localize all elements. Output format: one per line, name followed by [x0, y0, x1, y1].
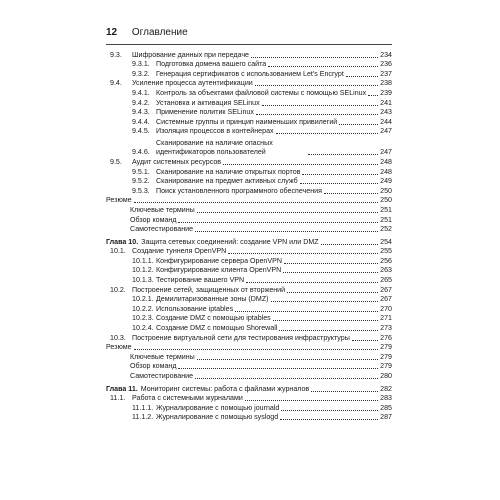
toc-page-number: 251 — [380, 215, 392, 224]
toc-entry-number: 9.4.1. — [132, 88, 150, 97]
dot-leader — [311, 390, 378, 392]
toc-page-number: 270 — [380, 304, 392, 313]
dot-leader — [178, 367, 378, 369]
toc-entry-title: Обзор команд — [130, 215, 177, 224]
toc-page-number: 283 — [380, 394, 392, 403]
dot-leader — [195, 230, 378, 232]
toc-page-number: 256 — [380, 256, 392, 265]
toc-entry-title: Шифрование данных при передаче — [132, 50, 249, 59]
toc-entry-title: Конфигурирование сервера OpenVPN — [156, 256, 282, 265]
toc-page-number: 244 — [380, 117, 392, 126]
toc-entry-number: 11.1.1. — [132, 403, 154, 412]
dot-leader — [134, 348, 379, 350]
dot-leader — [228, 252, 378, 254]
dot-leader — [302, 173, 378, 175]
dot-leader — [178, 221, 378, 223]
page-header — [106, 26, 392, 45]
toc-page-number: 265 — [380, 276, 392, 285]
toc-entry — [106, 275, 392, 285]
toc-page-number: 249 — [380, 177, 392, 186]
toc-entry-number: 9.4.4. — [132, 117, 150, 126]
toc-entry-number: 10.2.3. — [132, 314, 154, 323]
toc-entry — [106, 79, 392, 89]
toc-page-number: 236 — [380, 60, 392, 69]
dot-leader — [268, 65, 378, 67]
toc-entry-title: Сканирование на наличие опасных идентификаторов пользователей — [156, 139, 273, 157]
toc-entry-title: Тестирование вашего VPN — [156, 276, 245, 285]
toc-page-number: 287 — [380, 413, 392, 422]
dot-leader — [321, 243, 379, 245]
toc-entry-number: 9.5.3. — [132, 186, 150, 195]
toc-entry — [106, 127, 392, 137]
toc-entry-number: 9.4.2. — [132, 98, 150, 107]
toc-entry-title: Изоляция процессов в контейнерах — [156, 127, 274, 136]
dot-leader — [283, 271, 378, 273]
toc-entry — [106, 266, 392, 276]
toc-page-number: 247 — [380, 148, 392, 157]
toc-page-number: 241 — [380, 98, 392, 107]
toc-page-number: 285 — [380, 403, 392, 412]
toc-entry-title: Самотестирование — [130, 372, 194, 380]
toc-entry — [106, 167, 392, 177]
toc-entry — [106, 247, 392, 257]
toc-list — [106, 50, 392, 422]
toc-entry-number: 9.3.1. — [132, 60, 150, 69]
toc-entry-number: 9.3. — [110, 50, 122, 59]
toc-page-number: 248 — [380, 157, 392, 166]
dot-leader — [368, 94, 378, 96]
toc-page-number: 255 — [380, 247, 392, 256]
toc-entry — [106, 205, 392, 215]
toc-entry-title: Самотестирование — [130, 225, 194, 234]
toc-page-number: 279 — [380, 352, 392, 361]
toc-entry-title: Аудит системных ресурсов — [132, 157, 222, 166]
dot-leader — [276, 132, 379, 134]
toc-page-number: 263 — [380, 266, 392, 275]
dot-leader — [235, 310, 378, 312]
toc-page-number: 238 — [380, 79, 392, 88]
toc-entry-number: 10.3. — [110, 333, 126, 342]
dot-leader — [251, 56, 378, 58]
toc-entry — [106, 157, 392, 167]
toc-page-number: 251 — [380, 205, 392, 214]
dot-leader — [287, 291, 378, 293]
dot-leader — [245, 399, 378, 401]
toc-entry-number: 10.1. — [110, 247, 126, 256]
dot-leader — [255, 84, 378, 86]
dot-leader — [197, 211, 378, 213]
toc-entry-number: 10.1.1. — [132, 256, 154, 265]
dot-leader — [281, 409, 378, 411]
toc-page-number: 248 — [380, 167, 392, 176]
toc-entry — [106, 323, 392, 333]
dot-leader — [256, 113, 378, 115]
toc-page-number: 282 — [380, 384, 392, 393]
toc-entry-number: 9.4.6. — [132, 148, 150, 157]
toc-entry-title: Ключевые термины — [130, 352, 195, 361]
toc-entry — [106, 352, 392, 362]
toc-entry-title: Резюме — [106, 343, 132, 352]
header-title: Оглавление — [131, 27, 188, 38]
dot-leader — [197, 358, 378, 360]
toc-entry — [106, 50, 392, 60]
toc-entry — [106, 314, 392, 324]
toc-entry — [106, 117, 392, 127]
toc-entry-title: Конфигурирование клиента OpenVPN — [156, 266, 282, 275]
toc-entry — [106, 177, 392, 187]
toc-entry — [106, 394, 392, 404]
toc-entry — [106, 88, 392, 98]
dot-leader — [279, 329, 378, 331]
toc-entry — [106, 136, 392, 157]
toc-page-number: 239 — [380, 88, 392, 97]
toc-entry — [106, 108, 392, 118]
toc-entry-number: 9.4.3. — [132, 108, 150, 117]
toc-page-number: 280 — [380, 372, 392, 380]
toc-page-number: 254 — [380, 237, 392, 246]
toc-entry — [106, 186, 392, 196]
dot-leader — [195, 377, 378, 379]
toc-page-number: 273 — [380, 324, 392, 333]
toc-page-number: 267 — [380, 285, 392, 294]
toc-page-number: 250 — [380, 196, 392, 205]
toc-page-number: 247 — [380, 127, 392, 136]
toc-entry-number: 10.2. — [110, 285, 126, 294]
dot-leader — [134, 201, 379, 203]
toc-page-number: 243 — [380, 108, 392, 117]
dot-leader — [324, 192, 378, 194]
toc-entry-number: 10.1.2. — [132, 266, 154, 275]
toc-entry — [106, 413, 392, 423]
toc-entry-title: Сканирование на наличие открытых портов — [156, 167, 301, 176]
dot-leader — [246, 281, 378, 283]
toc-page-number: 237 — [380, 69, 392, 78]
toc-entry-title: Применение политик SELinux — [156, 108, 254, 117]
toc-page-number: 279 — [380, 362, 392, 371]
toc-entry-number: Глава 11. — [106, 384, 138, 393]
toc-entry-title: Создание туннеля OpenVPN — [132, 247, 227, 256]
toc-entry-title: Защита сетевых соединений: создание VPN или DMZ — [141, 237, 319, 246]
toc-entry-number: 10.2.1. — [132, 295, 154, 304]
toc-entry-number: 9.4. — [110, 79, 122, 88]
toc-chapter — [106, 237, 392, 247]
toc-page-number: 279 — [380, 343, 392, 352]
toc-page-number: 276 — [380, 333, 392, 342]
toc-entry — [106, 196, 392, 206]
toc-page-number: 267 — [380, 295, 392, 304]
toc-entry-title: Использование iptables — [156, 304, 234, 313]
toc-entry — [106, 304, 392, 314]
dot-leader — [308, 153, 378, 155]
toc-entry — [106, 225, 392, 235]
toc-entry-title: Обзор команд — [130, 362, 177, 371]
toc-entry-title: Контроль за объектами файловой системы с помощью SELinux — [156, 88, 367, 97]
toc-entry-number: 9.5.1. — [132, 167, 150, 176]
toc-entry — [106, 295, 392, 305]
dot-leader — [284, 262, 378, 264]
dot-leader — [339, 123, 378, 125]
toc-entry-number: 10.2.4. — [132, 324, 154, 333]
dot-leader — [262, 104, 378, 106]
toc-entry-title: Сканирование на предмет активных служб — [156, 177, 298, 186]
toc-entry — [106, 362, 392, 372]
toc-chapter — [106, 384, 392, 394]
toc-entry-title: Подготовка домена вашего сайта — [156, 60, 267, 69]
toc-entry-title: Создание DMZ с помощью Shorewall — [156, 324, 278, 333]
toc-entry — [106, 285, 392, 295]
toc-entry-number: 10.2.2. — [132, 304, 154, 313]
toc-entry-number: 10.1.3. — [132, 276, 154, 285]
toc-entry-title: Генерация сертификатов с использованием Let's Encrypt — [156, 69, 344, 78]
toc-entry — [106, 343, 392, 353]
toc-entry-number: 9.5. — [110, 157, 122, 166]
toc-entry-title: Создание DMZ с помощью iptables — [156, 314, 271, 323]
toc-entry-number: 11.1.2. — [132, 413, 154, 422]
toc-entry — [106, 403, 392, 413]
toc-entry-title: Системные группы и принцип наименьших привилегий — [156, 117, 338, 126]
toc-entry-title: Мониторинг системы: работа с файлами журналов — [140, 384, 310, 393]
toc-entry-title: Ключевые термины — [130, 205, 195, 214]
toc-entry — [106, 215, 392, 225]
toc-entry-number: 9.4.5. — [132, 127, 150, 136]
dot-leader — [346, 75, 378, 77]
page-number: 12 — [106, 27, 118, 38]
toc-entry-title: Установка и активация SELinux — [156, 98, 260, 107]
toc-page-number: 234 — [380, 50, 392, 59]
toc-entry — [106, 60, 392, 70]
toc-entry-title: Работа с системными журналами — [132, 394, 243, 403]
toc-entry — [106, 333, 392, 343]
toc-entry — [106, 371, 392, 381]
toc-entry-number: 9.5.2. — [132, 177, 150, 186]
toc-entry-title: Усиление процесса аутентификации — [132, 79, 253, 88]
toc-page-number: 252 — [380, 225, 392, 234]
toc-page-number: 271 — [380, 314, 392, 323]
toc-entry-title: Поиск установленного программного обеспечения — [156, 186, 322, 195]
toc-entry-number: 9.3.2. — [132, 69, 150, 78]
toc-entry-title: Построение сетей, защищенных от вторжений — [132, 285, 286, 294]
toc-entry — [106, 69, 392, 79]
toc-entry-title: Журналирование с помощью journald — [156, 403, 280, 412]
dot-leader — [280, 418, 378, 420]
toc-entry — [106, 98, 392, 108]
toc-page-number: 250 — [380, 186, 392, 195]
dot-leader — [271, 300, 379, 302]
toc-entry-title: Демилитаризованные зоны (DMZ) — [156, 295, 269, 304]
toc-entry-number: Глава 10. — [106, 237, 139, 246]
dot-leader — [273, 319, 378, 321]
toc-entry-title: Журналирование с помощью syslogd — [156, 413, 279, 422]
toc-entry — [106, 256, 392, 266]
toc-entry-title: Резюме — [106, 196, 132, 205]
toc-entry-title: Построение виртуальной сети для тестирования инфраструктуры — [132, 333, 350, 342]
toc-entry-number: 11.1. — [110, 394, 126, 403]
dot-leader — [352, 339, 378, 341]
dot-leader — [223, 163, 378, 165]
dot-leader — [300, 182, 378, 184]
